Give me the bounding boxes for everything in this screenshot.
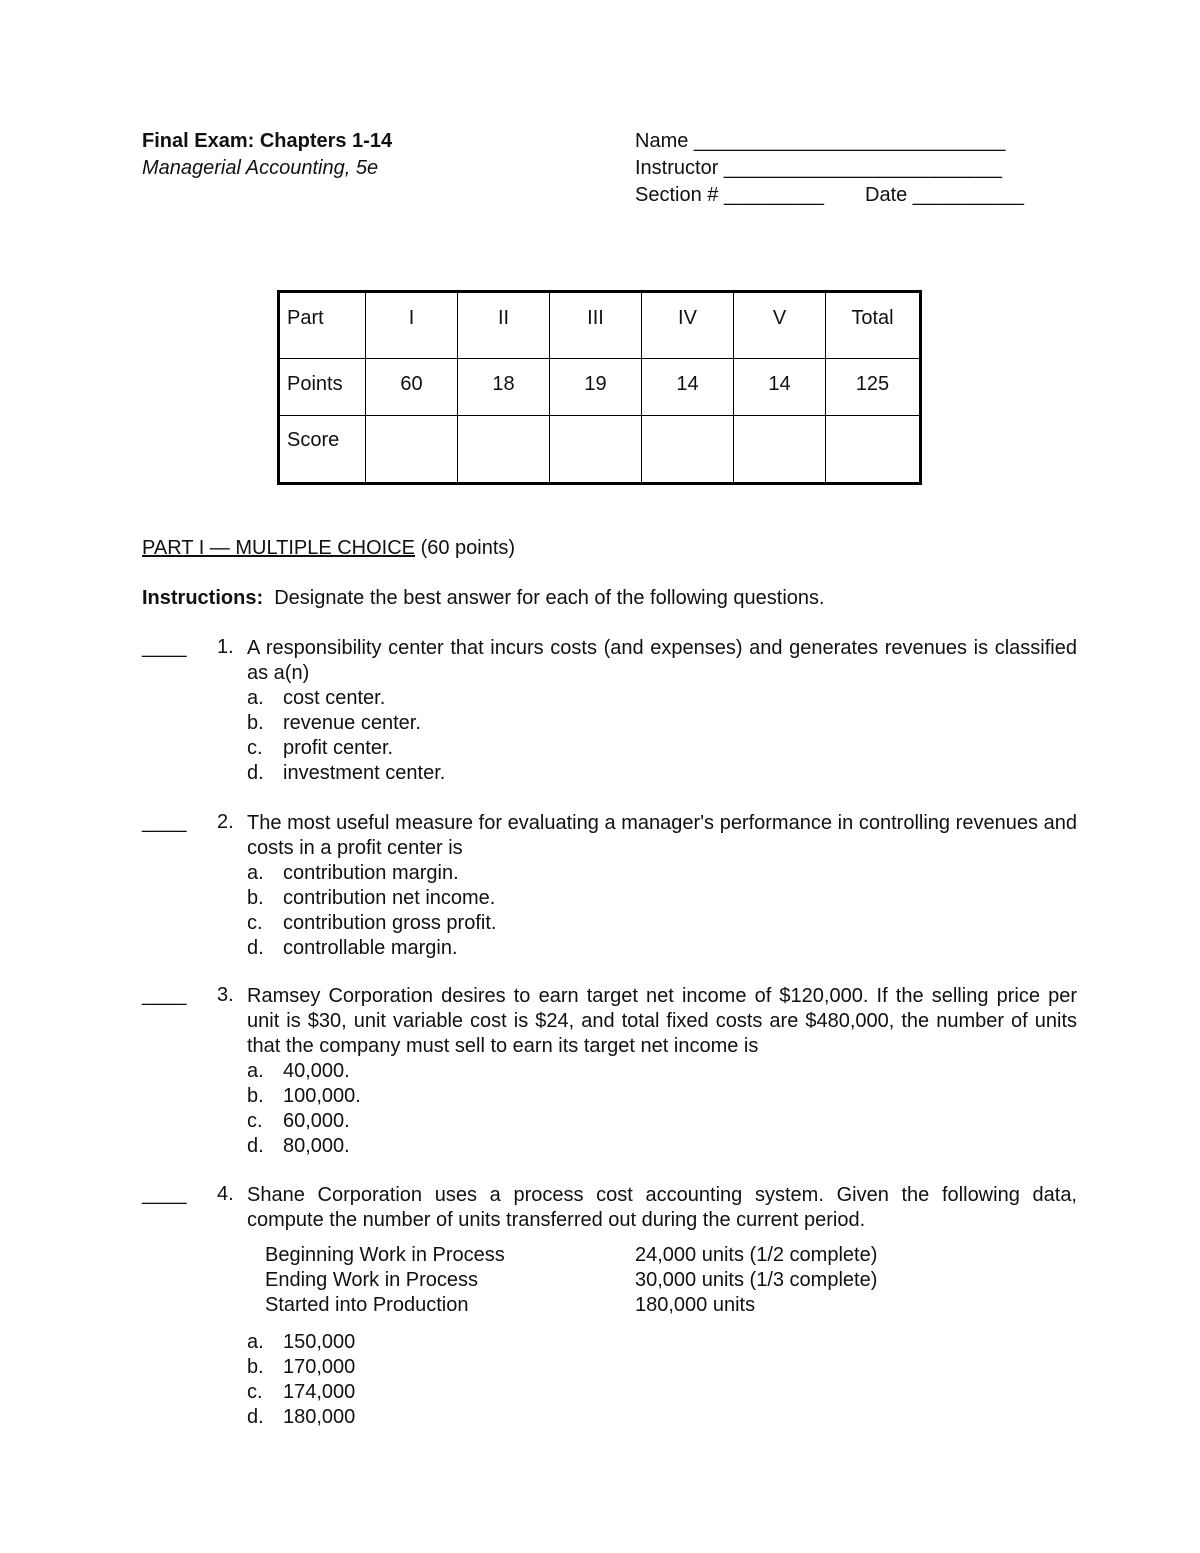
option-a — [247, 861, 1077, 886]
option-text: cost center. — [283, 687, 386, 709]
option-letter: a. — [247, 1331, 264, 1353]
table-row-part — [279, 292, 921, 359]
table-cell: I — [366, 292, 458, 359]
question-number: 2. — [217, 811, 234, 833]
option-letter: a. — [247, 862, 264, 884]
question-3 — [142, 984, 1077, 1159]
table-cell: 18 — [458, 359, 550, 416]
option-letter: a. — [247, 687, 264, 709]
option-b — [247, 886, 1077, 911]
option-letter: d. — [247, 1135, 264, 1157]
table-cell: 60 — [366, 359, 458, 416]
name-field: Name ____________________________ — [635, 130, 1006, 152]
course-subtitle: Managerial Accounting, 5e — [142, 157, 379, 179]
option-letter: b. — [247, 1356, 264, 1378]
instructions — [142, 587, 825, 610]
option-text: investment center. — [283, 762, 446, 784]
table-cell — [458, 416, 550, 484]
option-letter: d. — [247, 1406, 264, 1428]
option-letter: c. — [247, 1381, 263, 1403]
table-cell: Points — [279, 359, 366, 416]
option-text: 40,000. — [283, 1060, 350, 1082]
option-b — [247, 711, 1077, 736]
option-letter: c. — [247, 912, 263, 934]
option-d — [247, 1405, 1077, 1430]
question-4 — [142, 1183, 1077, 1430]
option-c — [247, 736, 1077, 761]
instructions-label: Instructions: — [142, 587, 264, 609]
option-text: contribution net income. — [283, 887, 496, 909]
data-row — [265, 1293, 1077, 1318]
data-value: 24,000 units (1/2 complete) — [635, 1244, 878, 1266]
table-cell: 19 — [550, 359, 642, 416]
question-stem: A responsibility center that incurs costs (and expenses) and generates revenues is classified as a(n) — [247, 637, 1077, 684]
option-a — [247, 686, 1077, 711]
option-text: contribution margin. — [283, 862, 459, 884]
table-cell: Part — [279, 292, 366, 359]
option-c — [247, 1380, 1077, 1405]
option-letter: d. — [247, 937, 264, 959]
answer-blank: ____ — [142, 984, 187, 1006]
question-stem: Ramsey Corporation desires to earn target net income of $120,000. If the selling price per unit is $30, unit variable cost is $24, and total fixed costs are $480,000, the number of units that the company must sell to earn its target net income is — [247, 985, 1077, 1057]
option-text: 60,000. — [283, 1110, 350, 1132]
option-text: contribution gross profit. — [283, 912, 497, 934]
part1-points: (60 points) — [415, 537, 516, 559]
data-label: Started into Production — [265, 1294, 469, 1316]
table-row-points — [279, 359, 921, 416]
table-cell: 14 — [642, 359, 734, 416]
table-cell: 14 — [734, 359, 826, 416]
table-cell — [642, 416, 734, 484]
table-cell — [366, 416, 458, 484]
instructor-field: Instructor _________________________ — [635, 157, 1002, 179]
data-label: Ending Work in Process — [265, 1269, 479, 1291]
date-field: Date __________ — [865, 184, 1025, 206]
part1-heading — [142, 537, 515, 560]
answer-blank: ____ — [142, 811, 187, 833]
part1-title: PART I — MULTIPLE CHOICE — [142, 537, 416, 559]
data-label: Beginning Work in Process — [265, 1244, 505, 1266]
option-letter: b. — [247, 712, 264, 734]
table-cell: IV — [642, 292, 734, 359]
option-a — [247, 1330, 1077, 1355]
question-number: 1. — [217, 636, 234, 658]
option-d — [247, 1134, 1077, 1159]
table-row-score — [279, 416, 921, 484]
question-stem: Shane Corporation uses a process cost accounting system. Given the following data, compute the number of units transferred out during the current period. — [247, 1184, 1077, 1231]
table-cell — [550, 416, 642, 484]
table-cell: III — [550, 292, 642, 359]
option-text: revenue center. — [283, 712, 421, 734]
data-value: 180,000 units — [635, 1294, 756, 1316]
data-value: 30,000 units (1/3 complete) — [635, 1269, 878, 1291]
option-text: profit center. — [283, 737, 394, 759]
question-stem: The most useful measure for evaluating a manager's performance in controlling revenues and costs in a profit center is — [247, 812, 1077, 859]
question-1 — [142, 636, 1077, 786]
option-b — [247, 1355, 1077, 1380]
option-letter: c. — [247, 1110, 263, 1132]
option-c — [247, 911, 1077, 936]
data-row — [265, 1243, 1077, 1268]
table-cell: Total — [826, 292, 921, 359]
option-letter: b. — [247, 1085, 264, 1107]
score-table — [277, 290, 922, 485]
table-cell: Score — [279, 416, 366, 484]
option-a — [247, 1059, 1077, 1084]
option-c — [247, 1109, 1077, 1134]
option-text: 80,000. — [283, 1135, 350, 1157]
option-d — [247, 761, 1077, 786]
option-text: 100,000. — [283, 1085, 361, 1107]
table-cell: 125 — [826, 359, 921, 416]
table-cell: V — [734, 292, 826, 359]
answer-blank: ____ — [142, 636, 187, 658]
option-d — [247, 936, 1077, 961]
option-text: 150,000 — [283, 1331, 356, 1353]
option-letter: c. — [247, 737, 263, 759]
question-number: 4. — [217, 1183, 234, 1205]
question-2 — [142, 811, 1077, 961]
option-text: controllable margin. — [283, 937, 458, 959]
option-text: 180,000 — [283, 1406, 356, 1428]
data-row — [265, 1268, 1077, 1293]
option-text: 170,000 — [283, 1356, 356, 1378]
option-letter: d. — [247, 762, 264, 784]
exam-title: Final Exam: Chapters 1-14 — [142, 130, 393, 152]
table-cell — [734, 416, 826, 484]
table-cell: II — [458, 292, 550, 359]
answer-blank: ____ — [142, 1183, 187, 1205]
question-number: 3. — [217, 984, 234, 1006]
option-letter: a. — [247, 1060, 264, 1082]
option-b — [247, 1084, 1077, 1109]
instructions-text: Designate the best answer for each of the following questions. — [263, 587, 825, 609]
option-text: 174,000 — [283, 1381, 356, 1403]
section-field: Section # _________ — [635, 184, 825, 206]
table-cell — [826, 416, 921, 484]
option-letter: b. — [247, 887, 264, 909]
